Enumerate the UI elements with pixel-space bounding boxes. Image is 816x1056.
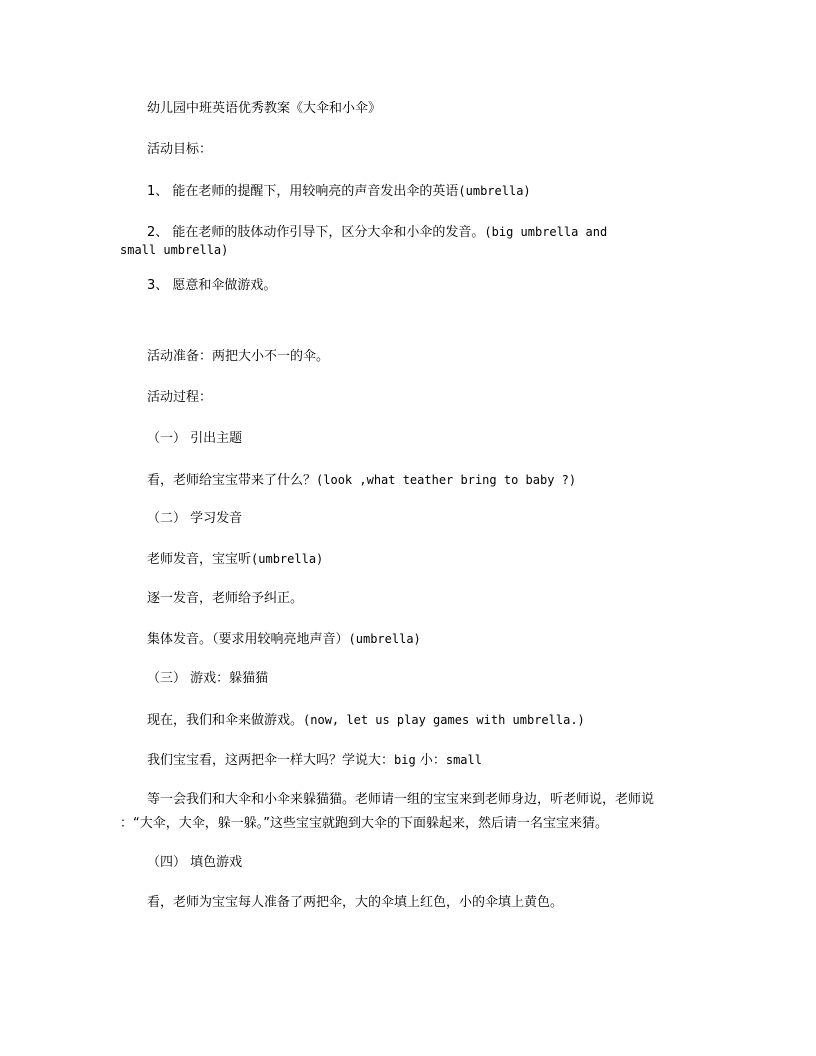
s3-line1-text: 现在，我们和伞来做游戏。: [147, 713, 304, 728]
s1-english: (look ,what teather bring to baby ?): [316, 473, 577, 487]
process-heading-text: 活动过程：: [147, 390, 213, 405]
s3-line2-small-label: 小：: [415, 753, 446, 768]
s3-line2-text: 我们宝宝看，这两把伞一样大吗？学说大：: [147, 753, 395, 768]
section-3-paragraph-b: [120, 815, 680, 833]
process-heading: [120, 389, 707, 407]
goal-2-text: 2、 能在老师的肢体动作引导下，区分大伞和小伞的发音。: [147, 225, 485, 240]
goal-3-text: 3、 愿意和伞做游戏。: [147, 278, 277, 293]
s4-line1-text: 看，老师为宝宝每人准备了两把伞，大的伞填上红色，小的伞填上黄色。: [147, 895, 564, 910]
s2-line3-english: (umbrella): [348, 632, 421, 646]
s3-para-b-text: ：“大伞，大伞，躲一躲。”这些宝宝就跑到大伞的下面躲起来，然后请一名宝宝来猜。: [120, 816, 608, 831]
s2-line3-text: 集体发音。（要求用较响亮地声音）: [147, 632, 349, 647]
section-4-line-1: [120, 894, 707, 912]
section-2-line-1: [120, 550, 707, 569]
s2-line1-english: (umbrella): [251, 552, 324, 566]
goal-2-continued: [120, 241, 680, 259]
goal-2-english-b: small umbrella): [120, 243, 229, 257]
document-title: [120, 100, 707, 118]
preparation: [120, 348, 707, 366]
section-2-line-2: [120, 590, 707, 608]
s2-line2-text: 逐一发音，老师给予纠正。: [147, 591, 304, 606]
section-1-line: [120, 471, 707, 490]
section-1-text: （一） 引出主题: [147, 431, 243, 446]
section-4-text: （四） 填色游戏: [147, 855, 243, 870]
goal-1-text: 1、 能在老师的提醒下，用较响亮的声音发出伞的英语: [147, 184, 459, 199]
section-1-heading: [120, 430, 707, 448]
s3-line2-big: big: [394, 753, 416, 767]
section-3-line-2: [120, 751, 707, 770]
goals-heading: [120, 141, 707, 159]
s1-text: 看，老师给宝宝带来了什么？: [147, 473, 317, 488]
title-text: 幼儿园中班英语优秀教案《大伞和小伞》: [147, 101, 382, 116]
section-2-text: （二） 学习发音: [147, 511, 243, 526]
s3-line2-small: small: [445, 753, 482, 767]
goal-2: [120, 223, 707, 242]
section-2-heading: [120, 510, 707, 528]
section-3-paragraph-a: [120, 791, 707, 809]
s3-line1-english: (now, let us play games with umbrella.): [303, 713, 585, 727]
section-3-heading: [120, 670, 707, 688]
goal-3: [120, 277, 707, 295]
preparation-text: 活动准备：两把大小不一的伞。: [147, 349, 330, 364]
goals-heading-text: 活动目标：: [147, 142, 213, 157]
section-2-line-3: [120, 630, 707, 649]
section-3-text: （三） 游戏：躲猫猫: [147, 671, 269, 686]
section-3-line-1: [120, 711, 707, 730]
goal-1-english: (umbrella): [458, 184, 531, 198]
s3-para-a-text: 等一会我们和大伞和小伞来躲猫猫。老师请一组的宝宝来到老师身边，听老师说，老师说: [147, 792, 655, 807]
section-4-heading: [120, 854, 707, 872]
goal-1: [120, 182, 707, 201]
goal-2-english-a: (big umbrella and: [484, 225, 608, 239]
s2-line1-text: 老师发音，宝宝听: [147, 552, 252, 567]
